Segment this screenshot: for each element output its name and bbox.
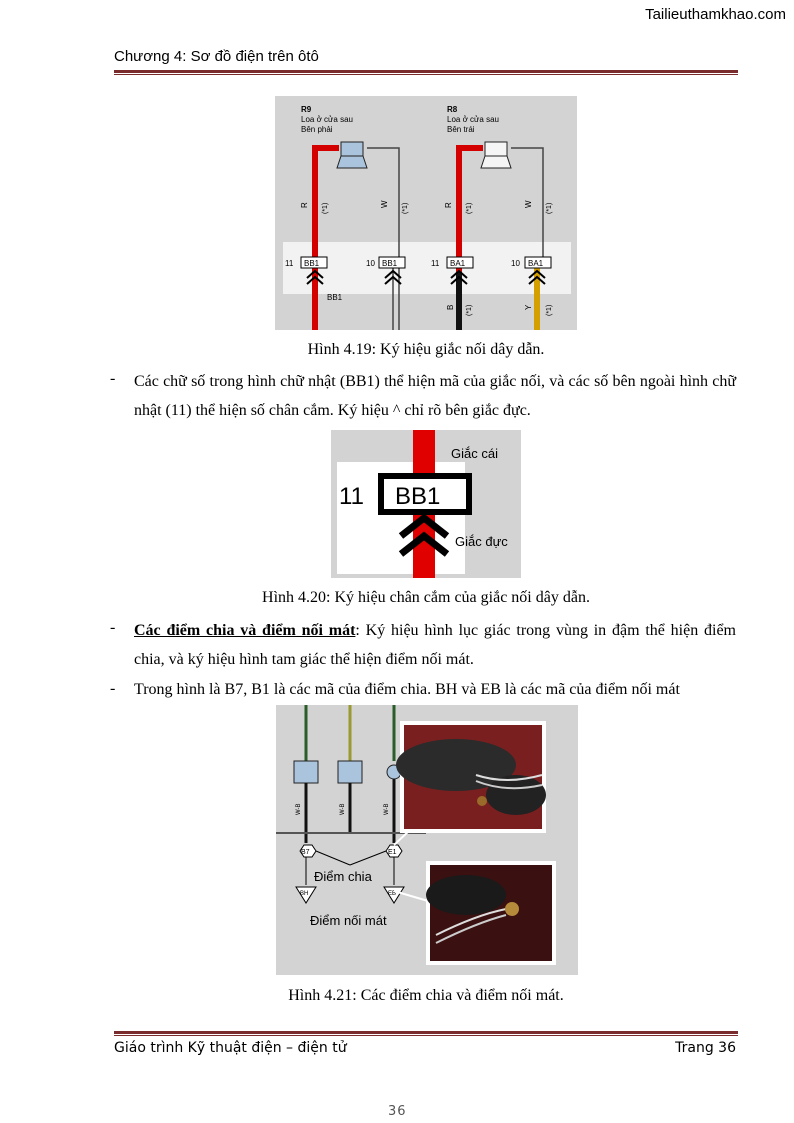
female-label: Giắc cái (451, 446, 498, 461)
svg-text:10: 10 (511, 259, 520, 268)
svg-text:B7: B7 (301, 849, 310, 856)
svg-text:BA1: BA1 (450, 259, 466, 268)
pin-number: 11 (339, 483, 364, 510)
r9-title: R9 (301, 105, 312, 114)
paragraph-connector-code: Các chữ số trong hình chữ nhật (BB1) thể hiện mã của giắc nối, và các số bên ngoài hình chữ nhật (11) thể hiện số chân cắm. Ký hiệu ^ chỉ rõ bên giắc đực. (134, 373, 736, 419)
figure-4-21-caption: Hình 4.21: Các điểm chia và điểm nối mát. (288, 987, 564, 1004)
figure-4-19-caption: Hình 4.19: Ký hiệu giắc nối dây dẫn. (307, 341, 545, 358)
bullet-dash: - (110, 680, 116, 697)
svg-text:EB: EB (388, 891, 397, 897)
ground-label: Điểm nối mát (310, 913, 387, 928)
svg-text:R: R (444, 202, 453, 208)
r9-line1: Loa ở cửa sau (301, 115, 353, 124)
svg-text:(*1): (*1) (322, 202, 329, 214)
svg-text:(*1): (*1) (546, 202, 553, 214)
paragraph-codes: Trong hình là B7, B1 là các mã của điểm chia. BH và EB là các mã của điểm nối mát (134, 681, 680, 698)
footer-book-title: Giáo trình Kỹ thuật điện – điện tử (114, 1040, 347, 1056)
r8-title: R8 (447, 105, 458, 114)
svg-text:W-B: W-B (384, 803, 390, 815)
r9-line2: Bên phải (301, 125, 333, 134)
svg-text:W: W (524, 200, 533, 208)
connector-code: BB1 (395, 483, 441, 510)
svg-text:(*1): (*1) (546, 304, 553, 316)
svg-text:11: 11 (431, 259, 440, 268)
svg-text:BB1: BB1 (382, 259, 398, 268)
header-rule (114, 70, 738, 73)
figure-4-20-caption: Hình 4.20: Ký hiệu chân cắm của giắc nối dây dẫn. (262, 589, 590, 606)
svg-text:R: R (300, 202, 309, 208)
paragraph-split-ground (134, 616, 736, 674)
male-label: Giắc đực (455, 534, 508, 549)
r8-line2: Bên trái (447, 125, 475, 134)
svg-text:W: W (380, 200, 389, 208)
svg-text:(*1): (*1) (466, 304, 473, 316)
svg-text:(*1): (*1) (402, 202, 409, 214)
footer-page-label: Trang 36 (675, 1040, 736, 1056)
figure-4-21 (276, 705, 578, 975)
figure-4-20 (331, 430, 521, 578)
svg-text:11: 11 (285, 259, 294, 268)
r8-line1: Loa ở cửa sau (447, 115, 499, 124)
svg-text:(*1): (*1) (466, 202, 473, 214)
svg-text:E1: E1 (388, 849, 397, 856)
bullet-dash: - (110, 370, 116, 387)
svg-text:W-B: W-B (340, 803, 346, 815)
split-label: Điểm chia (314, 869, 372, 884)
paragraph-split-ground-text: : Ký hiệu hình lục giác trong vùng in đậm thể hiện điểm chia, và ký hiệu hình tam giác thể hiện điểm nối mát. (134, 622, 736, 668)
svg-text:W-B: W-B (296, 803, 302, 815)
svg-text:BB1: BB1 (304, 259, 320, 268)
svg-text:BB1: BB1 (327, 293, 343, 302)
svg-text:B: B (446, 304, 455, 310)
chapter-header: Chương 4: Sơ đồ điện trên ôtô (114, 48, 319, 65)
header-rule-thin (114, 74, 738, 75)
svg-text:BA1: BA1 (528, 259, 544, 268)
svg-text:10: 10 (366, 259, 375, 268)
site-watermark: Tailieuthamkhao.com (645, 6, 786, 23)
svg-text:BH: BH (300, 891, 309, 897)
footer-rule-thin (114, 1035, 738, 1036)
footer-rule (114, 1031, 738, 1034)
page-number: 36 (388, 1104, 407, 1119)
bullet-dash: - (110, 619, 116, 636)
svg-text:Y: Y (524, 304, 533, 310)
figure-4-19 (275, 96, 577, 330)
term-bold: Các điểm chia và điểm nối mát (134, 622, 356, 639)
